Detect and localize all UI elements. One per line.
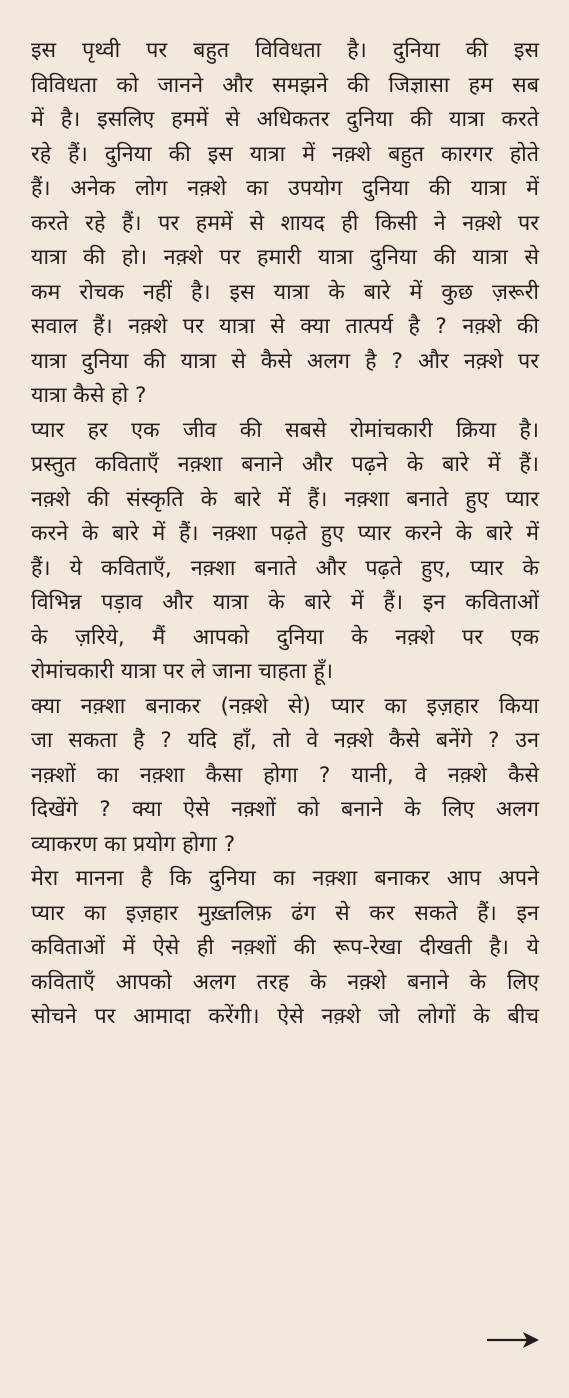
text-line: कम रोचक नहीं है। इस यात्रा के बारे में कुछ ज़रूरी xyxy=(31,279,539,305)
text-line: प्यार का इज़हार मुख़्तलिफ़ ढंग से कर सकते हैं। इन xyxy=(31,900,539,926)
text-line: नक़्शों का नक़्शा कैसा होगा ? यानी, वे नक़्शे कैसे xyxy=(31,762,539,788)
text-line: दिखेंगे ? क्या ऐसे नक़्शों को बनाने के लिए अलग xyxy=(31,797,539,822)
text-line: यात्रा दुनिया की यात्रा से कैसे अलग है ? और नक़्शे पर xyxy=(31,348,539,374)
text-line: सवाल हैं। नक़्शे पर यात्रा से क्या तात्पर्य है ? नक़्शे की xyxy=(31,314,539,339)
text-line: जा सकता है ? यदि हाँ, तो वे नक़्शे कैसे बनेंगे ? उन xyxy=(31,728,539,753)
paragraph-1 xyxy=(31,34,539,414)
text-line: कविताएँ आपको अलग तरह के नक़्शे बनाने के लिए xyxy=(31,969,539,995)
paragraph-2 xyxy=(31,414,539,690)
text-line: करते रहे हैं। पर हममें से शायद ही किसी ने नक़्शे पर xyxy=(31,210,539,236)
arrow-right-icon[interactable] xyxy=(485,1328,541,1352)
text-line: विविधता को जानने और समझने की जिज्ञासा हम सब xyxy=(31,72,539,98)
text-line: मेरा मानना है कि दुनिया का नक़्शा बनाकर आप अपने xyxy=(31,866,539,891)
text-line: में है। इसलिए हममें से अधिकतर दुनिया की यात्रा करते xyxy=(31,107,539,132)
text-line: इस पृथ्वी पर बहुत विविधता है। दुनिया की इस xyxy=(31,38,539,63)
text-line: प्रस्तुत कविताएँ नक़्शा बनाने और पढ़ने के बारे में हैं। xyxy=(31,452,539,477)
text-line: रोमांचकारी यात्रा पर ले जाना चाहता हूँ। xyxy=(31,659,333,684)
text-line: क्या नक़्शा बनाकर (नक़्शे से) प्यार का इज़हार किया xyxy=(31,693,539,719)
text-line: के ज़रिये, मैं आपको दुनिया के नक़्शे पर एक xyxy=(31,624,539,650)
text-line: रहे हैं। दुनिया की इस यात्रा में नक़्शे बहुत कारगर होते xyxy=(31,141,539,167)
text-line: करने के बारे में हैं। नक़्शा पढ़ते हुए प्यार करने के बारे में xyxy=(31,521,539,546)
text-line: कविताओं में ऐसे ही नक़्शों की रूप-रेखा दीखती है। ये xyxy=(31,935,539,960)
text-line: हैं। ये कविताएँ, नक़्शा बनाते और पढ़ते हुए, प्यार के xyxy=(31,555,539,581)
text-line: व्याकरण का प्रयोग होगा ? xyxy=(31,831,236,857)
text-line: हैं। अनेक लोग नक़्शे का उपयोग दुनिया की यात्रा में xyxy=(31,176,539,201)
text-line: विभिन्न पड़ाव और यात्रा के बारे में हैं। इन कविताओं xyxy=(31,590,539,615)
paragraph-4 xyxy=(31,862,539,1035)
text-line: नक़्शे की संस्कृति के बारे में हैं। नक़्शा बनाते हुए प्यार xyxy=(31,486,539,512)
text-line: यात्रा कैसे हो ? xyxy=(31,383,147,408)
text-line: सोचने पर आमादा करेंगी। ऐसे नक़्शे जो लोगों के बीच xyxy=(31,1004,539,1029)
text-line: प्यार हर एक जीव की सबसे रोमांचकारी क्रिया है। xyxy=(31,417,539,443)
paragraph-3 xyxy=(31,690,539,863)
text-line: यात्रा की हो। नक़्शे पर हमारी यात्रा दुनिया की यात्रा से xyxy=(31,245,539,270)
